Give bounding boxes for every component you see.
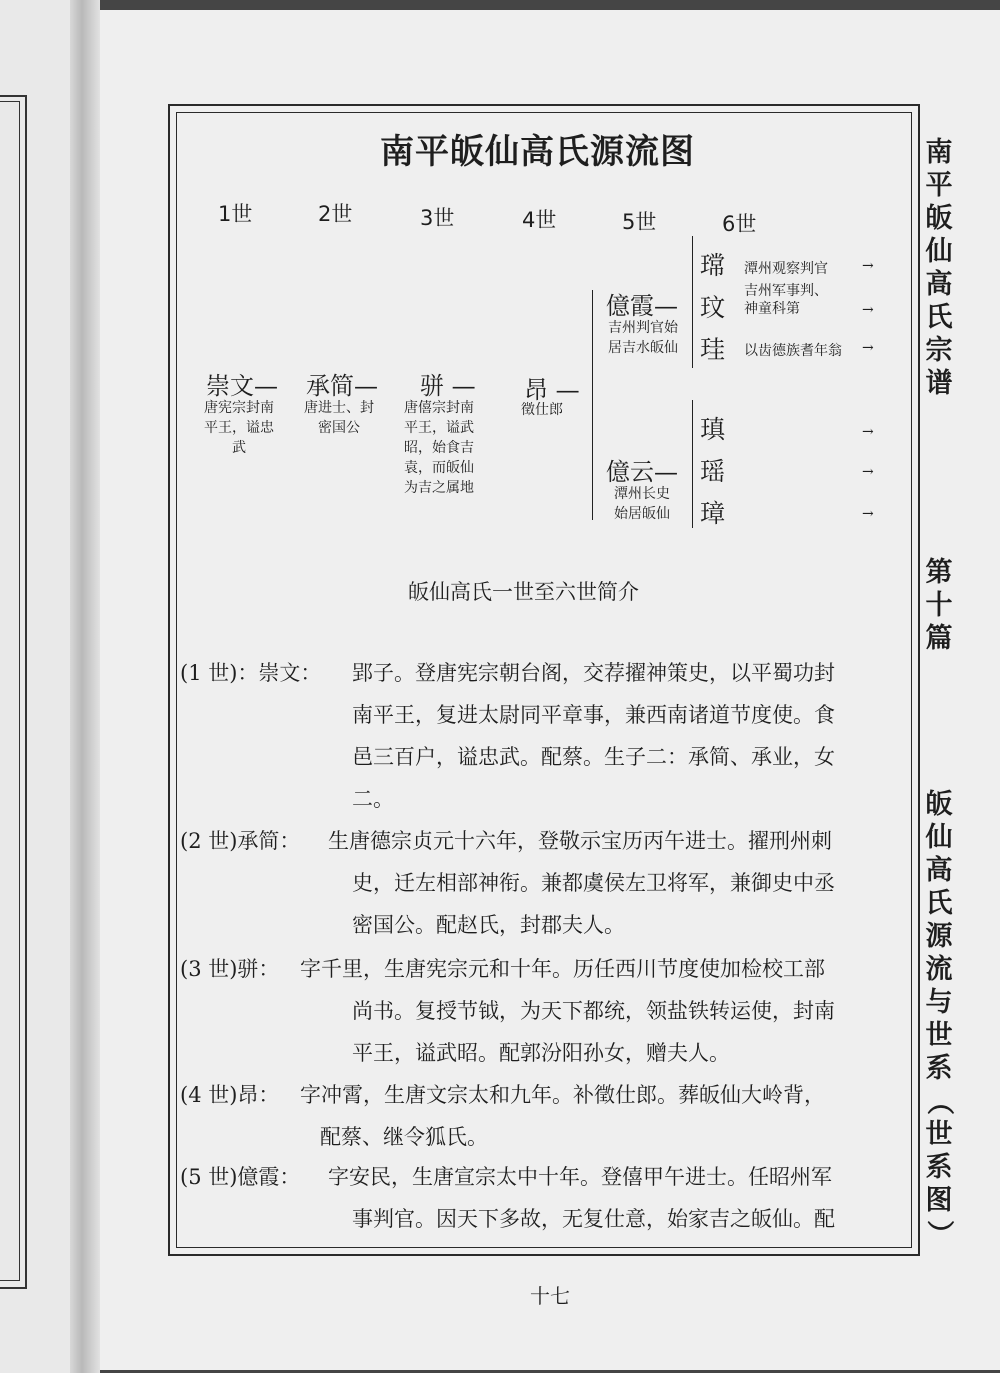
tree-note-g4: 徵仕郎: [521, 402, 563, 418]
side-char: 第: [925, 557, 953, 588]
tree-node-g1: 崇文—: [206, 372, 278, 400]
side-char: 图: [925, 1185, 953, 1216]
gen-label-6: 6世: [722, 212, 757, 236]
side-char: 十: [925, 590, 953, 621]
tree-desc-g6-1: 潭州观察判官: [744, 261, 828, 277]
tree-node-g6-3: 珪: [700, 335, 726, 364]
side-char: （: [923, 1088, 955, 1115]
tree-node-g6-1: 瑺: [700, 251, 726, 280]
side-char: 氏: [925, 888, 953, 919]
side-char: 宗: [925, 335, 953, 366]
side-char: 南: [925, 137, 953, 168]
bio-label: (2 世)承简：: [180, 829, 301, 853]
page-title: 南平皈仙高氏源流图: [380, 132, 695, 172]
tree-connector-g4: [592, 290, 593, 520]
tree-arrow-g6-5: →: [862, 464, 874, 480]
tree-note-g1: 唐宪宗封南 平王，谥忠 武: [204, 400, 274, 456]
tree-arrow-g6-1: →: [862, 258, 874, 274]
tree-note-g5b: 潭州长史 始居皈仙: [614, 486, 670, 522]
side-char: 世: [925, 1119, 953, 1150]
bio-label: (3 世)骈：: [180, 957, 280, 981]
tree-desc-g6-2: 吉州军事判、 神童科第: [744, 283, 828, 317]
tree-note-g2: 唐进士、封 密国公: [304, 400, 374, 436]
bio-text: 字千里，生唐宪宗元和十年。历任西川节度使加检校工部 尚书。复授节钺，为天下都统，领盐铁转运使，封南 平王，谥武昭。配郭汾阳孙女，赠夫人。: [300, 957, 835, 1065]
tree-node-g6-4: 瑱: [700, 415, 726, 444]
side-char: 仙: [925, 236, 953, 267]
gen-label-2: 2世: [318, 202, 353, 226]
side-char: 源: [925, 921, 953, 952]
bio-label: (5 世)億霞：: [180, 1165, 301, 1189]
side-char: 平: [925, 170, 953, 201]
tree-arrow-g6-2: →: [862, 302, 874, 318]
side-section: [922, 788, 956, 1250]
page-number: 十七: [530, 1284, 570, 1308]
side-char: 流: [925, 954, 953, 985]
side-char: 谱: [925, 368, 953, 399]
tree-node-g6-6: 璋: [700, 499, 726, 528]
bio-text: 字冲霄，生唐文宗太和九年。补徵仕郎。葬皈仙大岭背， 配蔡、继令狐氏。: [300, 1083, 825, 1149]
side-char: 皈: [925, 789, 953, 820]
tree-node-g5a: 億霞—: [606, 292, 678, 320]
tree-node-g2: 承简—: [306, 372, 378, 400]
tree-node-g6-5: 瑶: [700, 457, 726, 486]
section-title: 皈仙高氏一世至六世简介: [408, 580, 639, 604]
side-char: 系: [925, 1152, 953, 1183]
left-page-inner-frame: [0, 101, 20, 1281]
tree-connector-g5a: [692, 236, 693, 368]
side-char: 皈: [925, 203, 953, 234]
tree-note-g5a: 吉州判官始 居吉水皈仙: [608, 320, 678, 356]
gen-label-3: 3世: [420, 206, 455, 230]
side-char: 高: [925, 269, 953, 300]
side-char: 高: [925, 855, 953, 886]
gen-label-5: 5世: [622, 210, 657, 234]
gen-label-1: 1世: [218, 202, 253, 226]
tree-connector-g5b: [692, 400, 693, 528]
book-spine: [70, 0, 100, 1373]
bio-text: 郢子。登唐宪宗朝台阁，交荐擢神策史，以平蜀功封 南平王，复进太尉同平章事，兼西南诸道节度使。食 邑三百户，谥忠武。配蔡。生子二：承简、承业，女 二。: [352, 661, 835, 811]
side-book-title: [922, 136, 956, 400]
tree-node-g4: 昂 —: [524, 376, 580, 404]
gen-label-4: 4世: [522, 208, 557, 232]
side-char: 仙: [925, 822, 953, 853]
side-char: ）: [923, 1220, 955, 1247]
tree-node-g3: 骈 —: [420, 372, 476, 400]
bio-text: 生唐德宗贞元十六年，登敬示宝历丙午进士。擢刑州刺 史，迁左相部神衔。兼都虞侯左卫将军，兼御史中丞 密国公。配赵氏，封郡夫人。: [328, 829, 835, 937]
side-char: 世: [925, 1020, 953, 1051]
side-chapter: [922, 556, 956, 655]
bio-label: (1 世)：崇文：: [180, 661, 322, 685]
side-char: 篇: [925, 623, 953, 654]
side-char: 氏: [925, 302, 953, 333]
tree-desc-g6-3: 以齿德族耆年翁: [744, 343, 842, 359]
side-char: 系: [925, 1053, 953, 1084]
tree-arrow-g6-6: →: [862, 506, 874, 522]
bio-text: 字安民，生唐宣宗太中十年。登僖甲午进士。任昭州军 事判官。因天下多故，无复仕意，始家吉之皈仙。配: [328, 1165, 835, 1231]
tree-node-g6-2: 玟: [700, 293, 726, 322]
bio-label: (4 世)昂：: [180, 1083, 280, 1107]
tree-arrow-g6-3: →: [862, 340, 874, 356]
tree-arrow-g6-4: →: [862, 424, 874, 440]
tree-note-g3: 唐僖宗封南 平王，谥武 昭，始食吉 袁，而皈仙 为吉之属地: [404, 400, 474, 496]
side-char: 与: [925, 987, 953, 1018]
tree-node-g5b: 億云—: [606, 458, 678, 486]
